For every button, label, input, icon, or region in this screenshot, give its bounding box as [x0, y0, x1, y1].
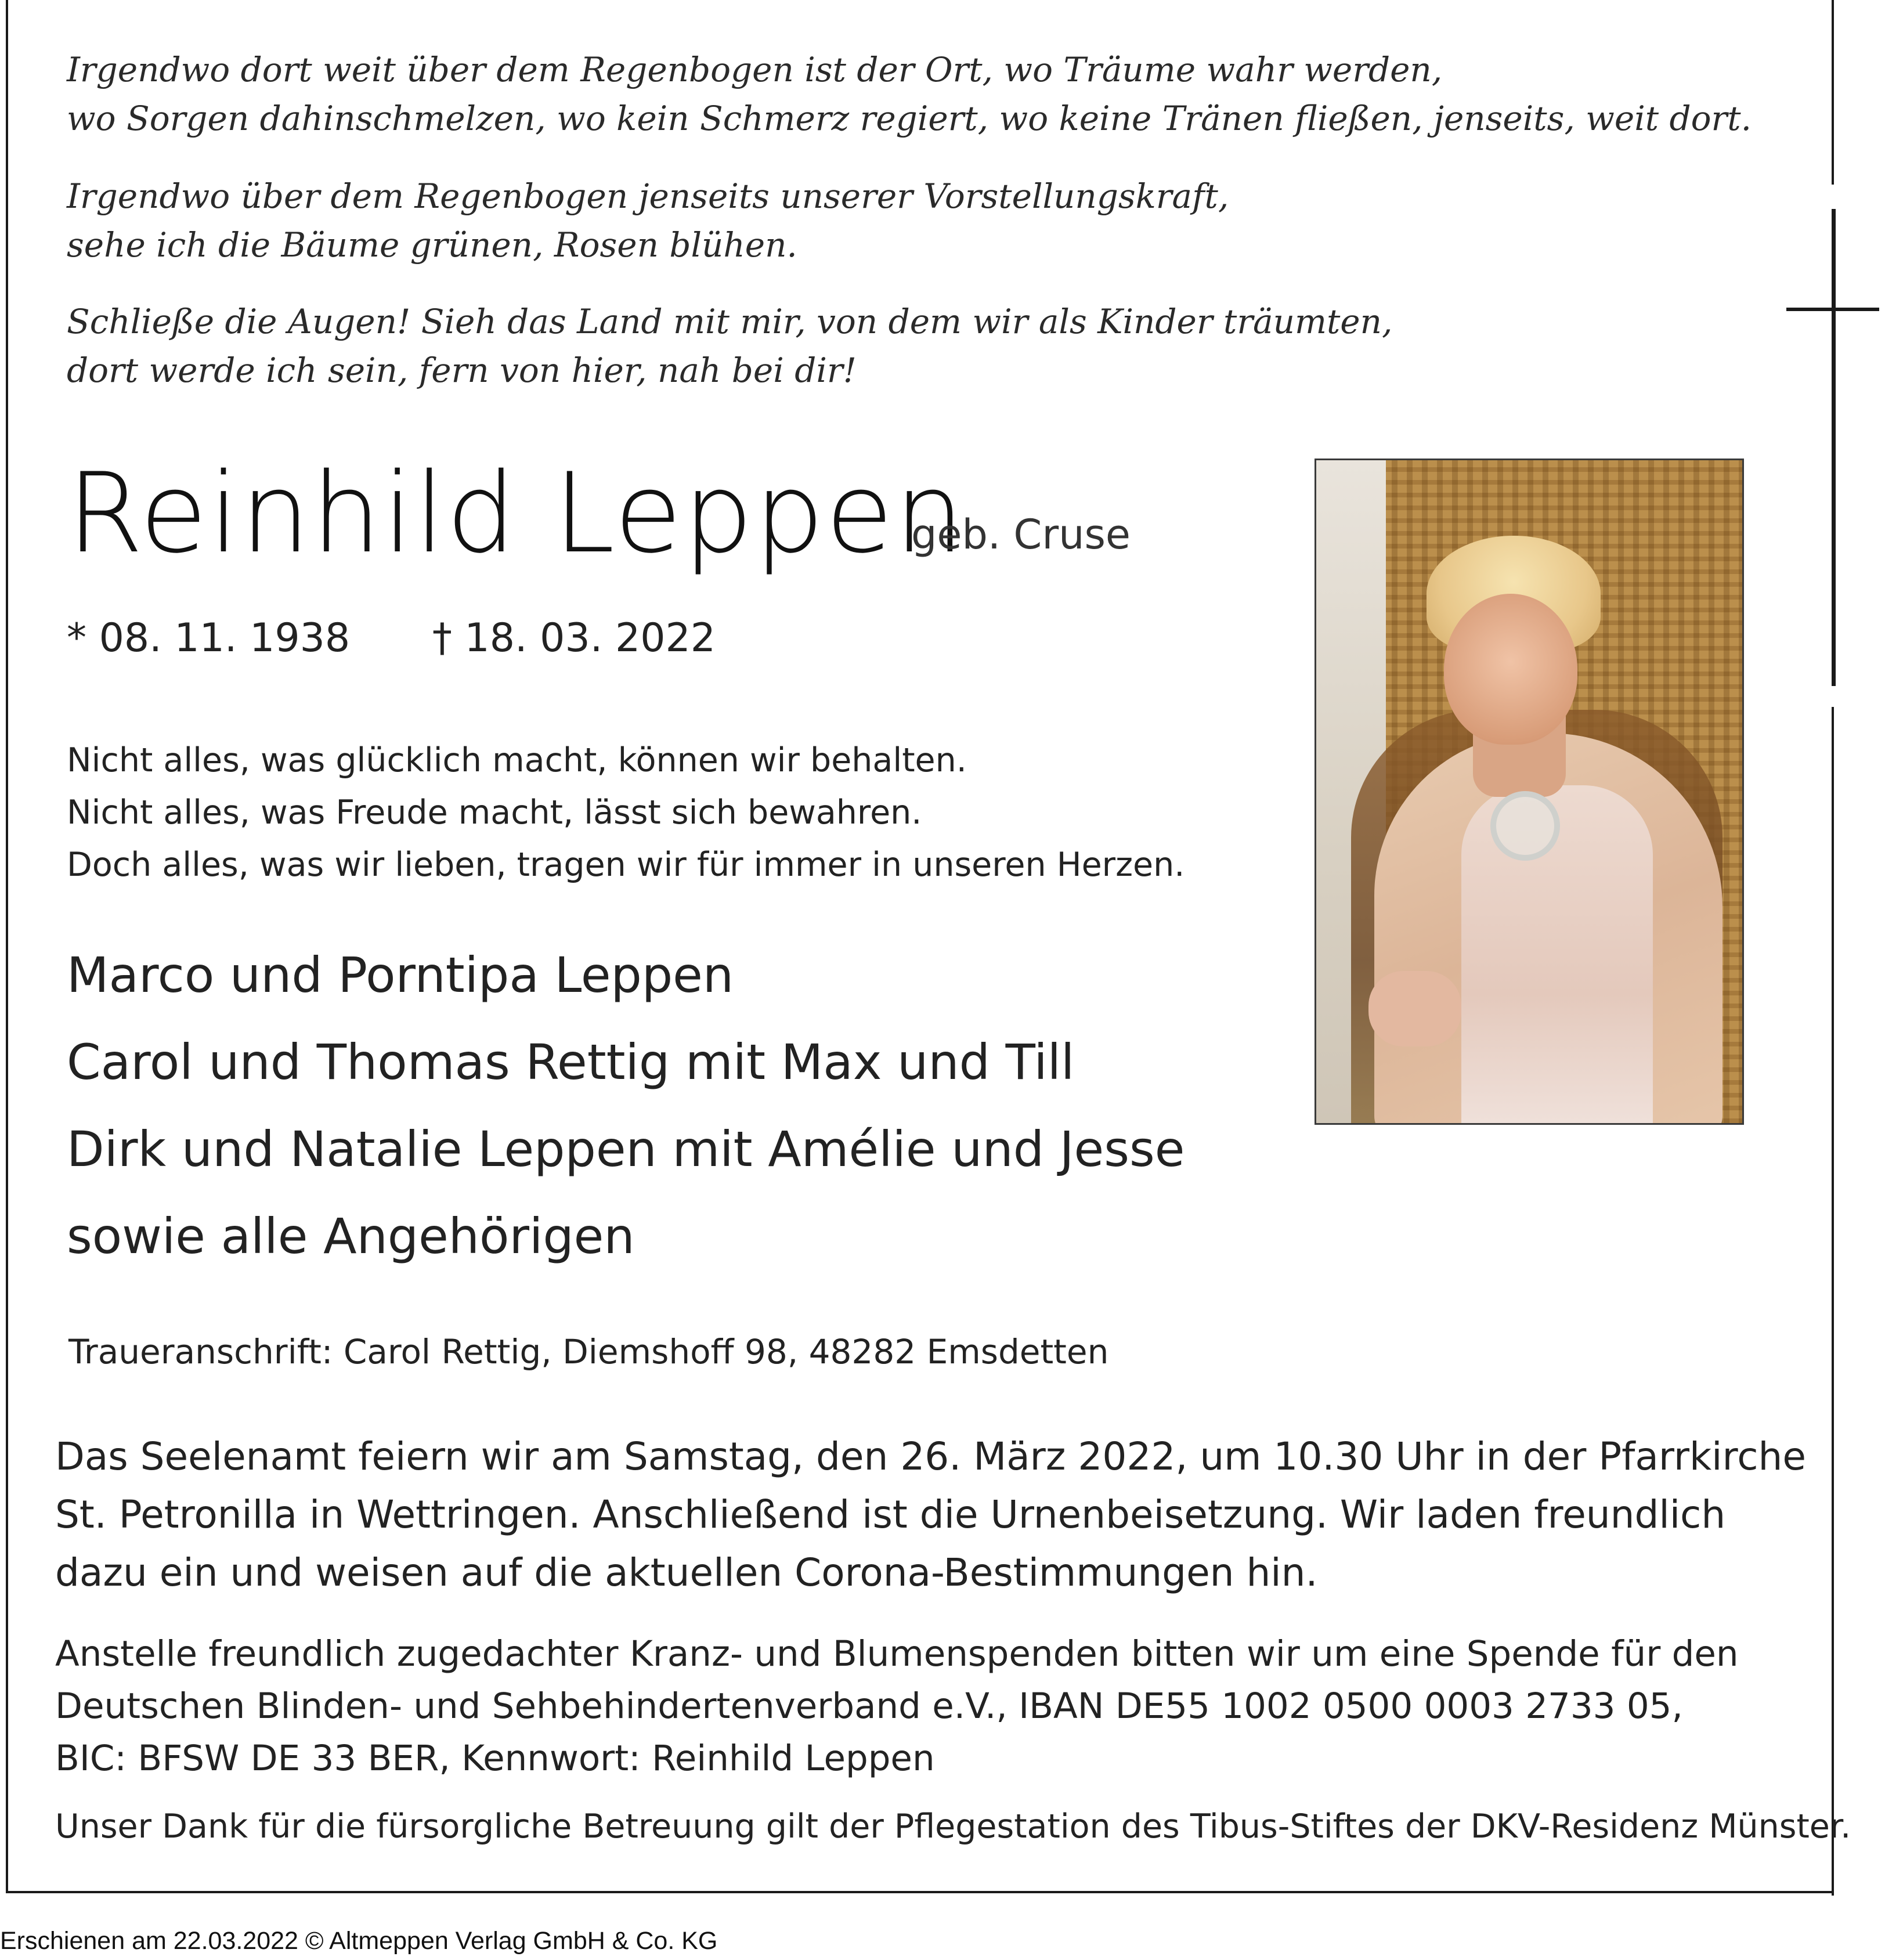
mourner-line: sowie alle Angehörigen [67, 1208, 635, 1265]
publication-footer: Erschienen am 22.03.2022 © Altmeppen Verlag GmbH & Co. KG [0, 1927, 718, 1955]
poem-line: Irgendwo über dem Regenbogen jenseits unserer Vorstellungskraft, [67, 176, 1229, 216]
birth-name: geb. Cruse [911, 511, 1131, 558]
memorial-verse [67, 734, 1185, 891]
frame-right-edge-top [1832, 0, 1834, 185]
photo-hand [1368, 971, 1461, 1046]
poem-stanza-1 [67, 45, 1752, 143]
verse-line: Nicht alles, was glücklich macht, können wir behalten. [67, 741, 967, 779]
donation-line: Anstelle freundlich zugedachter Kranz- und Blumenspenden bitten wir um eine Spende für den [55, 1633, 1739, 1674]
verse-line: Nicht alles, was Freude macht, lässt sich bewahren. [67, 793, 922, 832]
thanks-note: Unser Dank für die fürsorgliche Betreuung gilt der Pflegestation des Tibus-Stiftes der DKV-Residenz Münster. [55, 1807, 1851, 1846]
poem-stanza-3 [67, 297, 1392, 395]
cross-icon-horizontal [1786, 308, 1879, 311]
verse-line: Doch alles, was wir lieben, tragen wir für immer in unseren Herzen. [67, 846, 1185, 884]
poem-line: sehe ich die Bäume grünen, Rosen blühen. [67, 225, 797, 265]
mourning-address: Traueranschrift: Carol Rettig, Diemshoff 98, 48282 Emsdetten [68, 1332, 1109, 1371]
birth-date: * 08. 11. 1938 [67, 615, 351, 661]
donation-line: BIC: BFSW DE 33 BER, Kennwort: Reinhild Leppen [55, 1738, 935, 1779]
poem-line: Schließe die Augen! Sieh das Land mit mir, von dem wir als Kinder träumten, [67, 302, 1393, 341]
deceased-name: Reinhild Leppen [67, 449, 966, 577]
poem-line: wo Sorgen dahinschmelzen, wo kein Schmerz regiert, wo keine Tränen fließen, jenseits, weit dort. [67, 99, 1752, 138]
cross-icon-vertical [1832, 209, 1836, 686]
portrait-photo [1315, 459, 1744, 1125]
poem-line: Irgendwo dort weit über dem Regenbogen ist der Ort, wo Träume wahr werden, [67, 50, 1443, 89]
service-line: St. Petronilla in Wettringen. Anschließend ist die Urnenbeisetzung. Wir laden freundlich [55, 1492, 1726, 1537]
service-line: Das Seelenamt feiern wir am Samstag, den 26. März 2022, um 10.30 Uhr in der Pfarrkirche [55, 1434, 1806, 1479]
mourner-line: Carol und Thomas Rettig mit Max und Till [67, 1034, 1075, 1091]
funeral-service-info [55, 1428, 1806, 1602]
photo-face [1444, 594, 1577, 745]
mourners-list [67, 932, 1185, 1280]
photo-necklace [1490, 791, 1560, 861]
poem-stanza-2 [67, 172, 1229, 269]
donation-line: Deutschen Blinden- und Sehbehindertenverband e.V., IBAN DE55 1002 0500 0003 2733 05, [55, 1685, 1683, 1727]
life-dates [67, 615, 716, 661]
service-line: dazu ein und weisen auf die aktuellen Corona-Bestimmungen hin. [55, 1550, 1318, 1595]
poem-line: dort werde ich sein, fern von hier, nah bei dir! [67, 351, 857, 390]
frame-right-edge-bottom [1832, 707, 1834, 1896]
mourner-line: Dirk und Natalie Leppen mit Amélie und Jesse [67, 1121, 1185, 1178]
donation-info [55, 1628, 1739, 1785]
mourner-line: Marco und Porntipa Leppen [67, 947, 734, 1004]
death-date: † 18. 03. 2022 [432, 615, 716, 661]
